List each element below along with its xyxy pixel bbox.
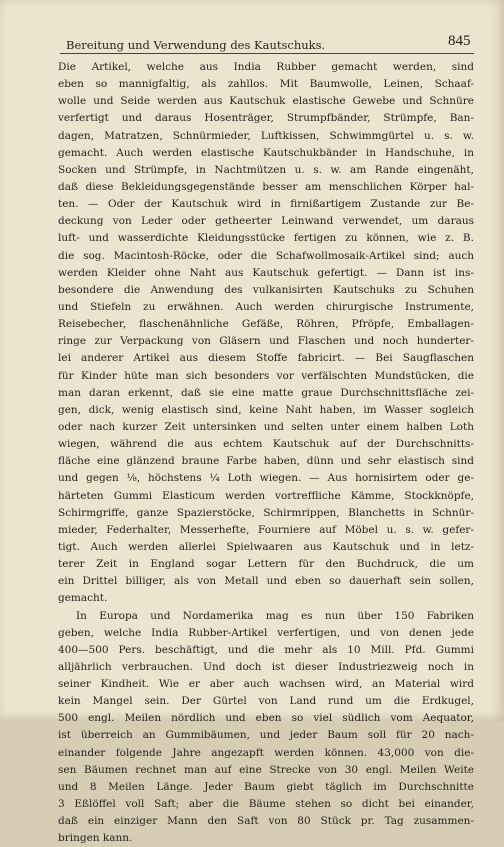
text-line: wolle und Seide werden aus Kautschuk elastische Gewebe und Schnüre	[58, 95, 474, 108]
text-line: terer Zeit in England sogar Lettern für den Buchdruck, die um	[58, 558, 474, 571]
text-line: In Europa und Nordamerika mag es nun über 150 Fabriken	[76, 609, 474, 622]
text-line: Reisebecher, flaschenähnliche Gefäße, Röhren, Pfröpfe, Emballagen-	[58, 318, 474, 331]
text-line: bringen kann.	[58, 832, 133, 845]
text-line: alljährlich verbrauchen. Und doch ist dieser Industriezweig noch in	[58, 660, 474, 673]
text-line: und gegen ⅛, höchstens ¼ Loth wiegen. — Aus hornisirtem oder ge-	[58, 472, 474, 485]
text-line: oder nach kurzer Zeit untersinken und selten unter einem halben Loth	[58, 420, 474, 433]
text-line: eben so mannigfaltig, als zahllos. Mit Baumwolle, Leinen, Schaaf-	[58, 78, 474, 91]
text-line: ringe zur Verpackung von Gläsern und Flaschen und noch hunderter-	[58, 335, 474, 348]
text-line: geben, welche India Rubber-Artikel verfertigen, und von denen jede	[58, 626, 474, 639]
running-title: Bereitung und Verwendung des Kautschuks.	[66, 38, 326, 52]
text-line: sen Bäumen rechnet man auf eine Strecke von 30 engl. Meilen Weite	[58, 763, 474, 776]
text-line: einander folgende Jahre angezapft werden können. 43,000 von die-	[58, 746, 474, 759]
text-line: Schirmgriffe, ganze Spazierstöcke, Schirmrippen, Blanchetts in Schnür-	[58, 506, 474, 519]
text-line: kein Mangel sein. Der Gürtel von Land rund um die Erdkugel,	[58, 695, 474, 708]
text-line: Die Artikel, welche aus India Rubber gemacht werden, sind	[58, 61, 474, 73]
text-line: Socken und Strümpfe, in Nachtmützen u. s. w. am Rande eingenäht,	[58, 163, 474, 176]
text-line: verfertigt und daraus Hosenträger, Strumpfbänder, Strümpfe, Ban-	[58, 112, 474, 125]
text-line: lei anderer Artikel aus diesem Stoffe fabricirt. — Bei Saugflaschen	[58, 352, 474, 365]
text-line: und 8 Meilen Länge. Jeder Baum giebt täglich im Durchschnitte	[58, 780, 474, 793]
text-line: fläche eine glänzend braune Farbe haben, dünn und sehr elastisch sind	[58, 455, 474, 468]
text-line: gemacht.	[58, 592, 108, 605]
text-line: man daran erkennt, daß sie eine matte graue Durchschnittsfläche zei-	[58, 386, 474, 399]
text-line: die sog. Macintosh-Röcke, oder die Schafwollmosaik-Artikel sind; auch	[58, 249, 474, 262]
text-line: deckung von Leder oder getheerter Leinwand verwendet, um daraus	[58, 215, 474, 228]
header-rule	[60, 53, 474, 54]
body-text	[58, 59, 474, 847]
text-line: werden Kleider ohne Naht aus Kautschuk gefertigt. — Dann ist ins-	[58, 266, 474, 279]
page-number: 845	[448, 33, 471, 49]
text-line: härteten Gummi Elasticum werden vortreffliche Kämme, Stockknöpfe,	[58, 489, 474, 502]
text-line: und Stiefeln zu erwähnen. Auch werden chirurgische Instrumente,	[58, 300, 474, 313]
text-line: ein Drittel billiger, als von Metall und eben so dauerhaft sein sollen,	[58, 575, 474, 588]
text-line: ist überreich an Gummibäumen, und jeder Baum soll für 20 nach-	[58, 729, 474, 742]
text-line: gen, dick, wenig elastisch sind, keine Naht haben, im Wasser sogleich	[58, 403, 474, 416]
text-line: tigt. Auch werden allerlei Spielwaaren aus Kautschuk und in letz-	[58, 540, 474, 553]
text-line: daß ein einziger Mann den Saft von 80 Stück pr. Tag zusammen-	[58, 815, 474, 828]
text-line: ten. — Oder der Kautschuk wird in firnißartigem Zustande zur Be-	[58, 198, 474, 211]
text-line: dagen, Matratzen, Schnürmieder, Luftkissen, Schwimmgürtel u. s. w.	[58, 129, 474, 142]
text-line: 400—500 Pers. beschäftigt, und die mehr als 10 Mill. Pfd. Gummi	[58, 643, 474, 656]
text-line: daß diese Bekleidungsgegenstände besser am menschlichen Körper hal-	[58, 180, 474, 193]
text-line: besondere die Anwendung des vulkanisirten Kautschuks zu Schuhen	[58, 283, 474, 296]
text-line: wiegen, während die aus echtem Kautschuk auf der Durchschnitts-	[58, 438, 474, 451]
text-line: luft- und wasserdichte Kleidungsstücke fertigen zu können, wie z. B.	[58, 232, 474, 245]
text-line: 500 engl. Meilen nördlich und eben so viel südlich vom Aequator,	[58, 712, 474, 725]
text-line: für Kinder hüte man sich besonders vor verfälschten Mundstücken, die	[58, 369, 474, 382]
text-line: mieder, Federhalter, Messerhefte, Fourniere auf Möbel u. s. w. gefer-	[58, 523, 474, 536]
text-line: seiner Kindheit. Wie er aber auch wachsen wird, an Material wird	[58, 678, 474, 691]
text-line: gemacht. Auch werden elastische Kautschukbänder in Handschuhe, in	[58, 146, 474, 159]
text-line: 3 Eßlöffel voll Saft; aber die Bäume stehen so dicht bei einander,	[58, 798, 474, 811]
